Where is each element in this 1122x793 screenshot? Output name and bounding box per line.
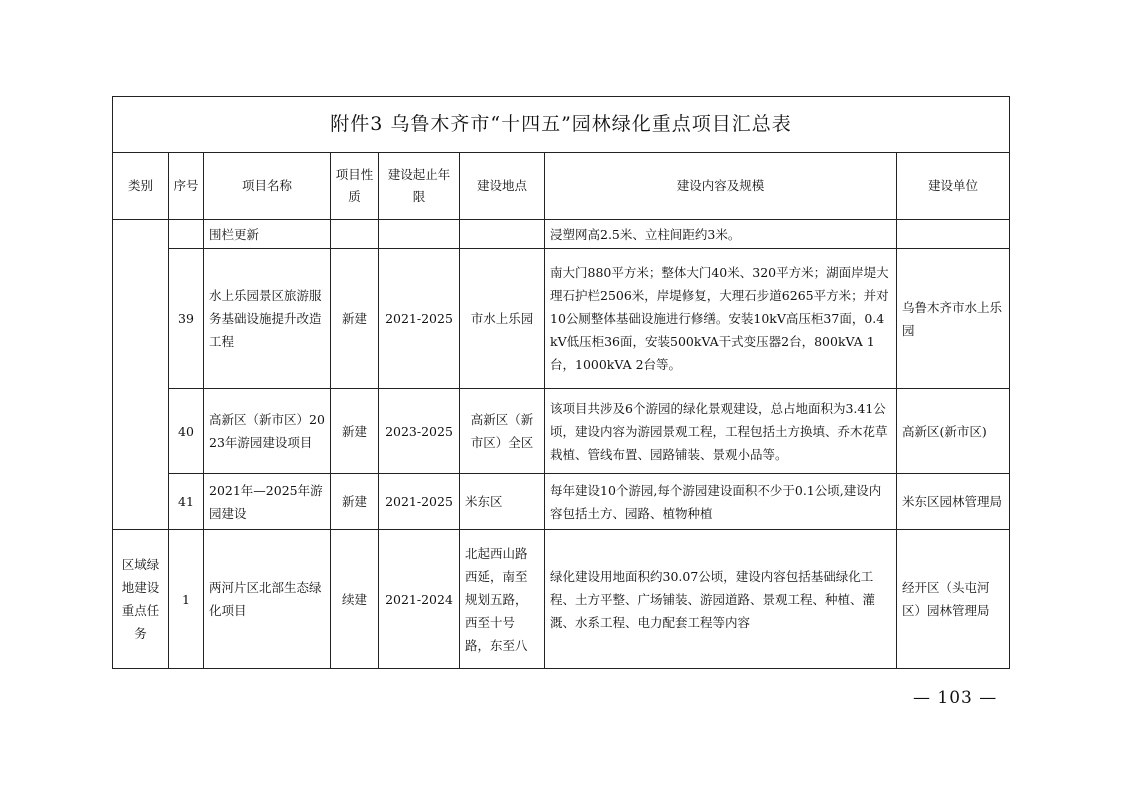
table-row bbox=[113, 249, 1010, 389]
nature-cell bbox=[331, 220, 379, 249]
unit-cell: 高新区(新市区) bbox=[897, 389, 1010, 474]
header-location: 建设地点 bbox=[460, 153, 545, 220]
header-row bbox=[113, 153, 1010, 220]
location-cell: 市水上乐园 bbox=[460, 249, 545, 389]
header-period: 建设起止年限 bbox=[379, 153, 460, 220]
category-cell: 区域绿地建设重点任务 bbox=[113, 530, 169, 669]
header-name: 项目名称 bbox=[204, 153, 331, 220]
name-cell: 高新区（新市区）2023年游园建设项目 bbox=[204, 389, 331, 474]
table-row bbox=[113, 474, 1010, 530]
period-cell: 2021-2024 bbox=[379, 530, 460, 669]
nature-cell: 新建 bbox=[331, 474, 379, 530]
content-cell: 浸塑网高2.5米、立柱间距约3米。 bbox=[545, 220, 897, 249]
name-cell: 水上乐园景区旅游服务基础设施提升改造工程 bbox=[204, 249, 331, 389]
table-row bbox=[113, 220, 1010, 249]
nature-cell: 新建 bbox=[331, 389, 379, 474]
location-cell bbox=[460, 220, 545, 249]
header-nature: 项目性质 bbox=[331, 153, 379, 220]
unit-cell bbox=[897, 220, 1010, 249]
seq-cell: 1 bbox=[169, 530, 204, 669]
nature-cell: 续建 bbox=[331, 530, 379, 669]
header-content: 建设内容及规模 bbox=[545, 153, 897, 220]
summary-table-sheet bbox=[112, 96, 1009, 669]
location-cell: 高新区（新市区）全区 bbox=[460, 389, 545, 474]
unit-cell: 乌鲁木齐市水上乐园 bbox=[897, 249, 1010, 389]
content-cell: 南大门880平方米；整体大门40米、320平方米；湖面岸堤大理石护栏2506米，岸堤修复，大理石步道6265平方米；并对10公厕整体基础设施进行修缮。安装10kV高压柜37面，0.4kV低压柜36面，安装500kVA干式变压器2台，800kVA 1台，1000kVA 2台等。 bbox=[545, 249, 897, 389]
header-seq: 序号 bbox=[169, 153, 204, 220]
period-cell: 2021-2025 bbox=[379, 474, 460, 530]
unit-cell: 米东区园林管理局 bbox=[897, 474, 1010, 530]
location-cell: 北起西山路西延，南至规划五路，西至十号路，东至八 bbox=[460, 530, 545, 669]
seq-cell bbox=[169, 220, 204, 249]
location-cell: 米东区 bbox=[460, 474, 545, 530]
name-cell: 两河片区北部生态绿化项目 bbox=[204, 530, 331, 669]
content-cell: 该项目共涉及6个游园的绿化景观建设，总占地面积为3.41公顷，建设内容为游园景观工程，工程包括土方换填、乔木花草栽植、管线布置、园路铺装、景观小品等。 bbox=[545, 389, 897, 474]
project-summary-table bbox=[112, 96, 1010, 669]
period-cell bbox=[379, 220, 460, 249]
table-row bbox=[113, 530, 1010, 669]
name-cell: 2021年—2025年游园建设 bbox=[204, 474, 331, 530]
name-cell: 围栏更新 bbox=[204, 220, 331, 249]
table-title: 附件3 乌鲁木齐市“十四五”园林绿化重点项目汇总表 bbox=[113, 97, 1010, 153]
period-cell: 2023-2025 bbox=[379, 389, 460, 474]
category-cell-empty bbox=[113, 220, 169, 530]
page-number: — 103 — bbox=[913, 688, 998, 708]
table-row bbox=[113, 389, 1010, 474]
content-cell: 每年建设10个游园,每个游园建设面积不少于0.1公顷,建设内容包括土方、园路、植物种植 bbox=[545, 474, 897, 530]
header-unit: 建设单位 bbox=[897, 153, 1010, 220]
seq-cell: 39 bbox=[169, 249, 204, 389]
seq-cell: 40 bbox=[169, 389, 204, 474]
content-cell: 绿化建设用地面积约30.07公顷，建设内容包括基础绿化工程、土方平整、广场铺装、游园道路、景观工程、种植、灌溉、水系工程、电力配套工程等内容 bbox=[545, 530, 897, 669]
nature-cell: 新建 bbox=[331, 249, 379, 389]
period-cell: 2021-2025 bbox=[379, 249, 460, 389]
seq-cell: 41 bbox=[169, 474, 204, 530]
unit-cell: 经开区（头屯河区）园林管理局 bbox=[897, 530, 1010, 669]
header-category: 类别 bbox=[113, 153, 169, 220]
